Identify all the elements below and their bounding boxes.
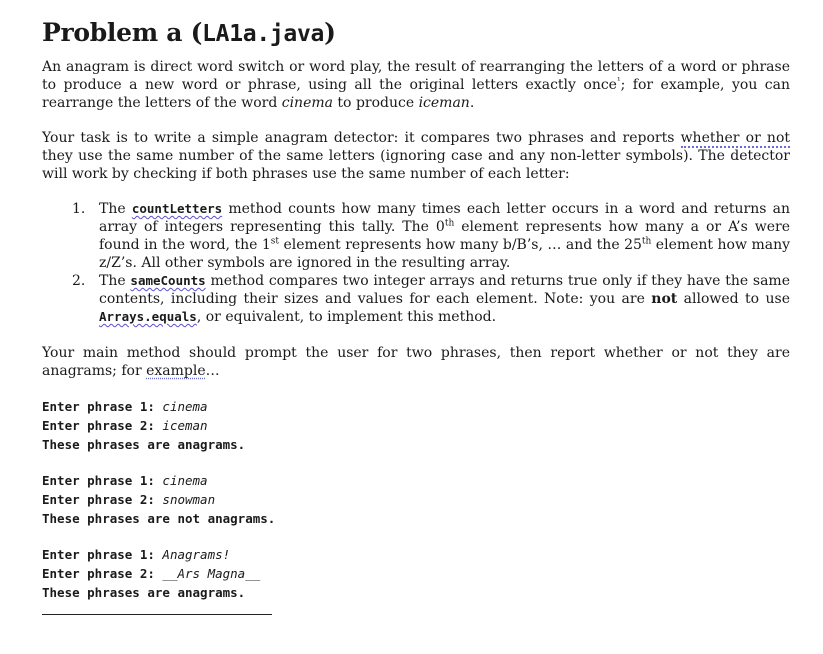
method-name-sameCounts: sameCounts	[130, 273, 206, 288]
list-item: 2. The sameCounts method compares two integer arrays and returns true only if they have the same contents, including their sizes and values for each element. Note: you are not allowed to use Arrays.equals, or equivalent, to implement this method.	[72, 273, 790, 325]
sample-run-2: Enter phrase 1: cinema Enter phrase 2: snowman These phrases are not anagrams.	[42, 473, 276, 526]
arrays-equals-code: Arrays.equals	[99, 309, 197, 324]
list-item: 1. The countLetters method counts how many times each letter occurs in a word and returns an array of integers representing this tally. The 0th element represents how many a or A’s were found in the word, the 1st element represents how many b/B’s, … and the 25th element how many z/Z’s. All other symbols are ignored in the resulting array.	[72, 201, 791, 271]
main-method-paragraph: Your main method should prompt the user for two phrases, then report whether or not they are anagrams; for example…	[42, 345, 790, 379]
filename: LA1a.java	[202, 21, 325, 47]
footnote-separator	[42, 614, 272, 615]
sample-run-1: Enter phrase 1: cinema Enter phrase 2: iceman These phrases are anagrams.	[42, 399, 246, 452]
footnote-mark: ¹	[616, 76, 621, 87]
intro-paragraph: An anagram is direct word switch or word play, the result of rearranging the letters of a word or phrase to produce a new word or phrase, using all the original letters exactly once$^{^1}$; for example, you can rearrange the letters of the word cinema to produce iceman.	[42, 59, 791, 111]
sample-run-3: Enter phrase 1: Anagrams! Enter phrase 2: __Ars Magna__ These phrases are anagrams.	[42, 547, 261, 600]
document-page	[42, 18, 790, 615]
problem-heading: Problem a (LA1a.java)	[42, 18, 336, 47]
method-name-countLetters: countLetters	[131, 201, 223, 216]
task-paragraph: Your task is to write a simple anagram detector: it compares two phrases and reports whether or not they use the same number of the same letters (ignoring case and any non-letter symbols). The detector will work by checking if both phrases use the same number of each letter:	[42, 130, 790, 182]
grammar-flag: whether or not	[680, 130, 790, 146]
method-list	[42, 200, 790, 326]
